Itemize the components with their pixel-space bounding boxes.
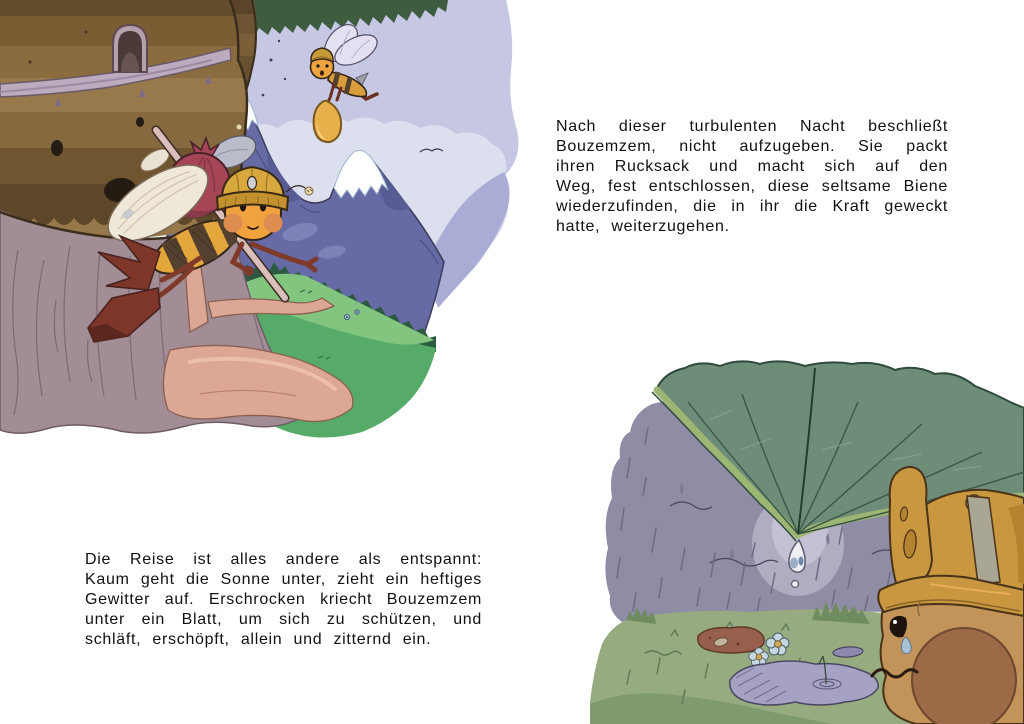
sad-bee-bouzemzem [872, 467, 1024, 724]
bee-cheek [264, 214, 283, 233]
hive-hole [51, 140, 63, 156]
right-page-paragraph: Nach dieser turbulenten Nacht beschließt Bouzemzem, nicht aufzugeben. Sie packt ihren Rucksack und macht sich auf den Weg, fest entschlossen, diese seltsame Biene wiederzufinden, die in ihr die Kraft geweckt hatte, weiterzugehen. [556, 118, 948, 235]
bee-cheek [224, 214, 243, 233]
helmet-gem [248, 177, 257, 190]
hive-hole [136, 117, 144, 127]
helmet-crest [890, 467, 932, 586]
sad-bee-cheek [912, 628, 1016, 724]
mini-distant-bee [305, 187, 313, 195]
bee-hand [244, 266, 254, 276]
hive-scene-illustration [0, 0, 540, 510]
mud-patch [698, 627, 764, 653]
mini-distant-bee [236, 124, 242, 130]
flying-bee-head [311, 48, 334, 79]
left-page-paragraph: Die Reise ist alles andere als entspannt: Kaum geht die Sonne unter, zieht ein heftiges Gewitter auf. Erschrocken kriecht Bouzemzem unter ein Blatt, um sich zu schützen, und schläft, erschöpft, allein und zitternd ein. [85, 551, 482, 648]
rain-scene-illustration [590, 358, 1024, 724]
hive-door [113, 25, 147, 72]
water-droplet [792, 581, 799, 588]
